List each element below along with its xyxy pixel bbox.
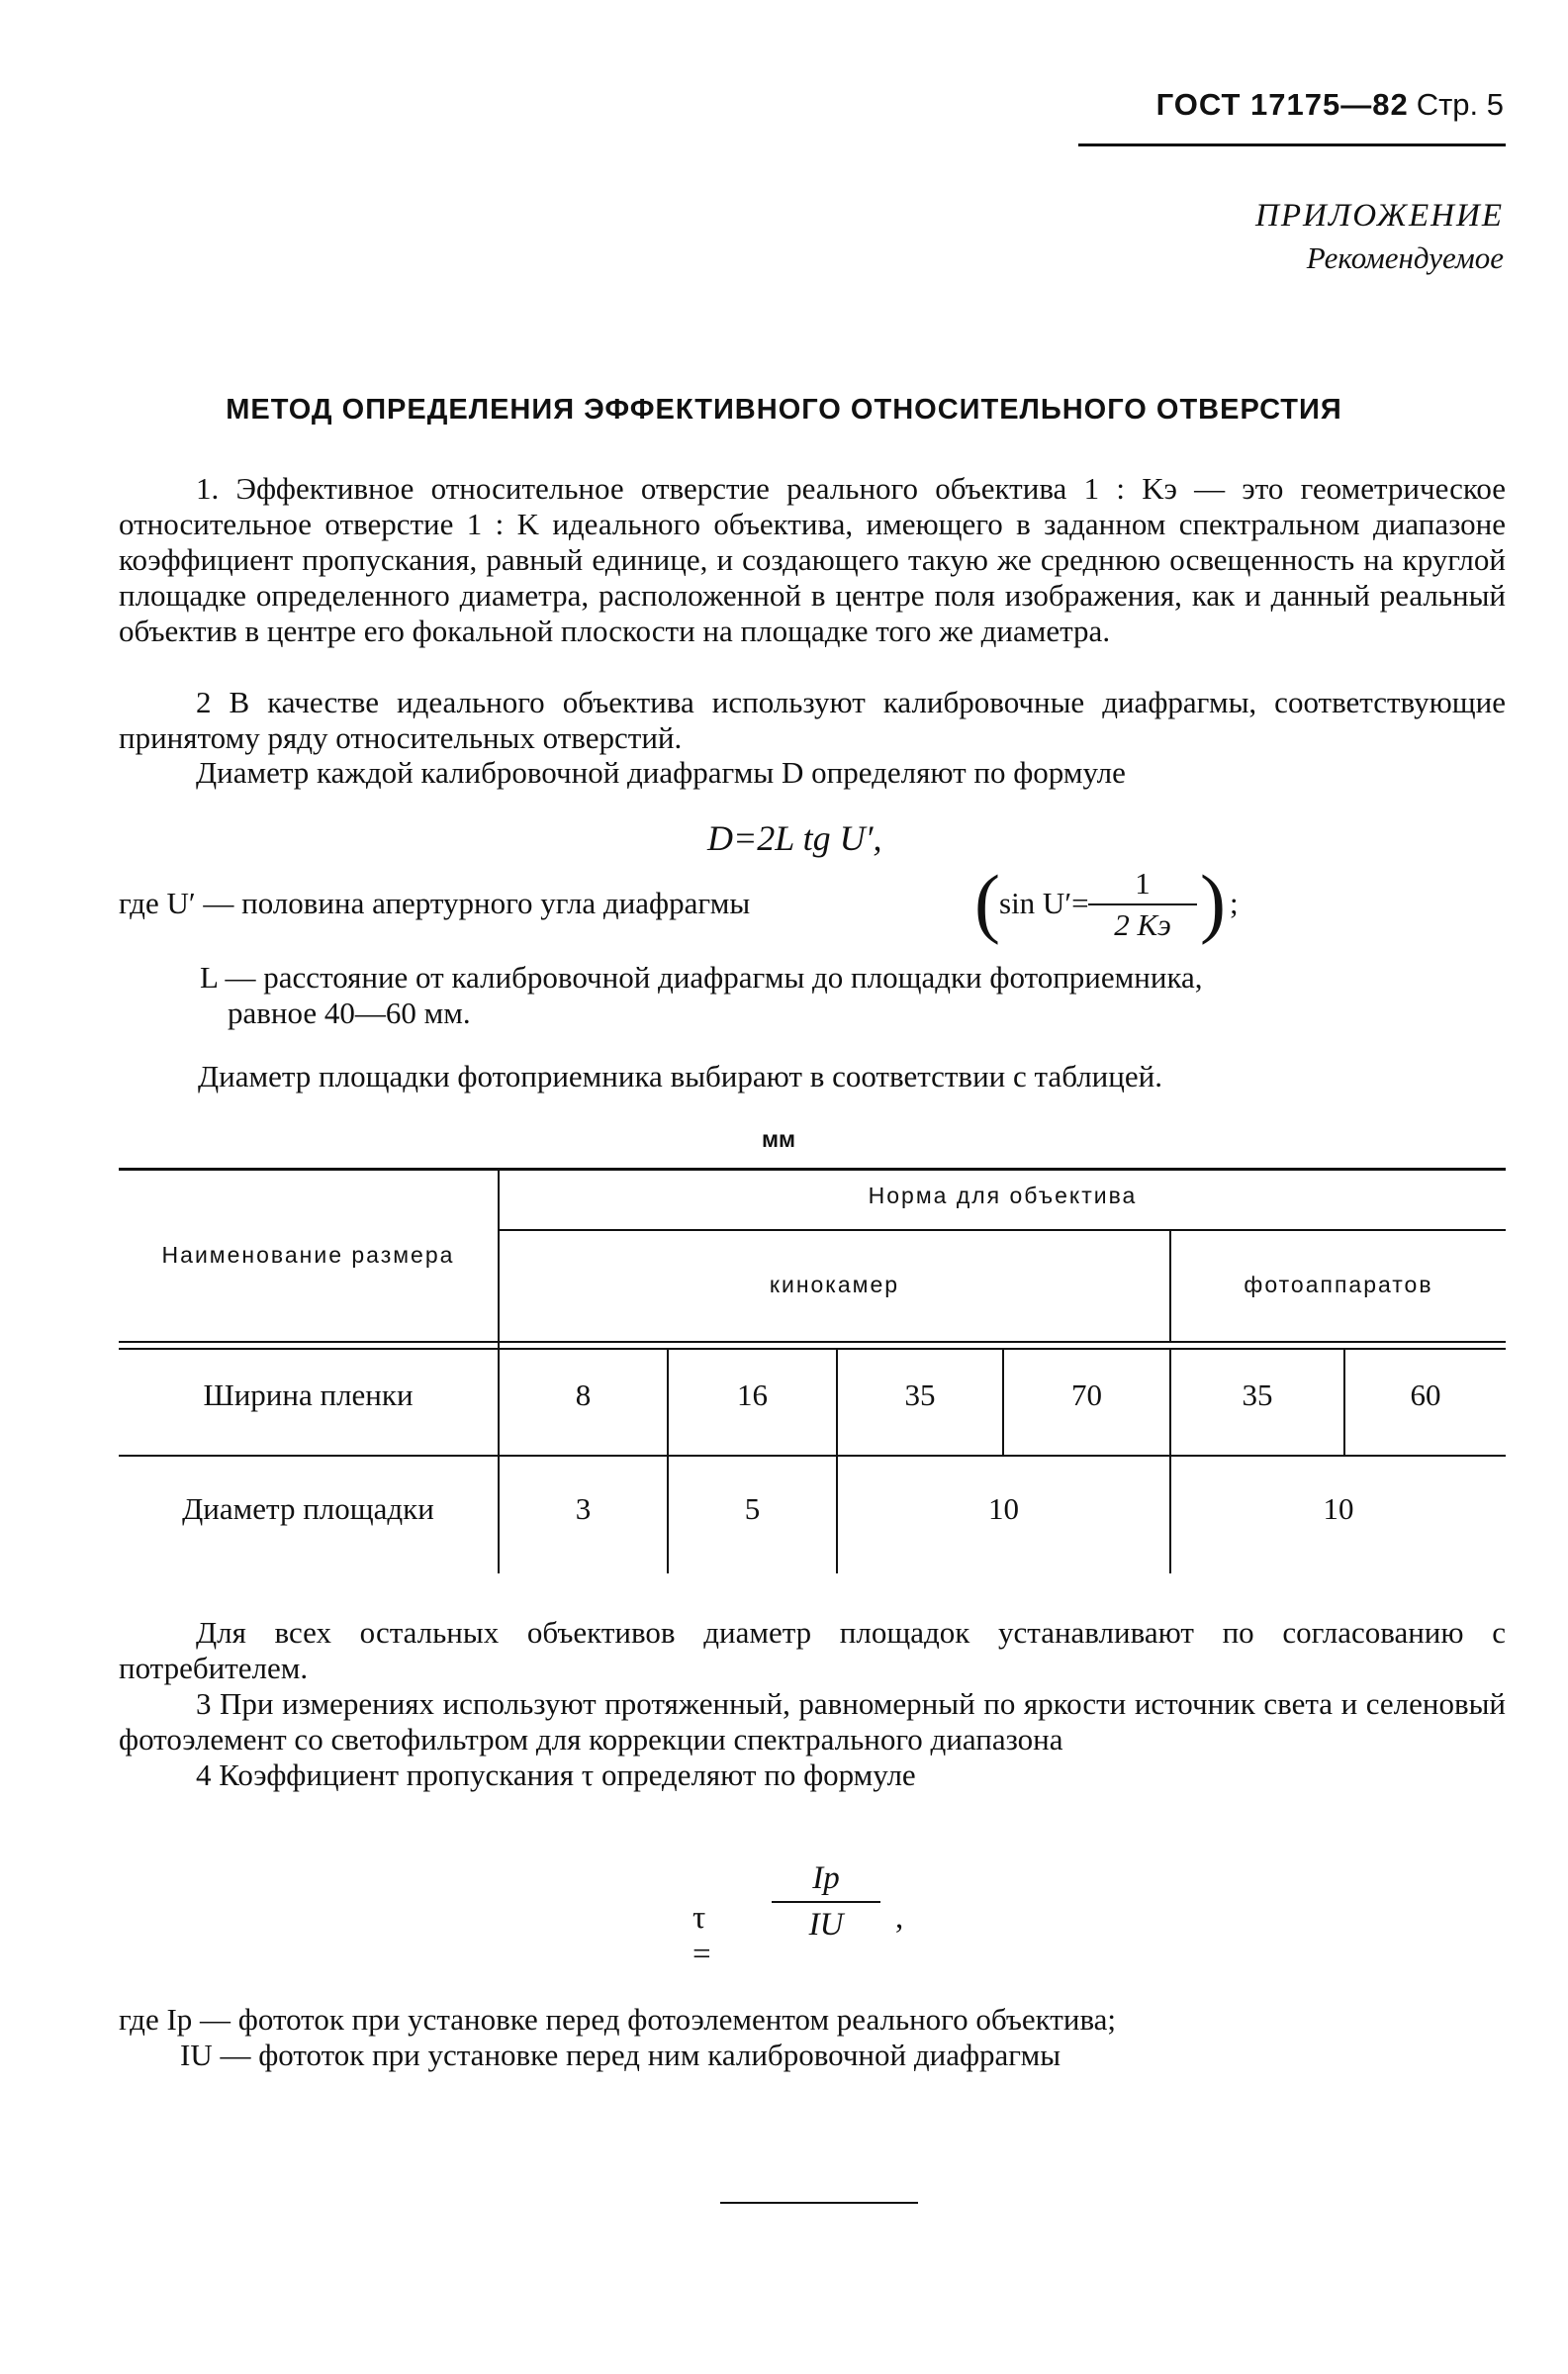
where-current-definitions (119, 2002, 1506, 2073)
table-cell: 16 (737, 1377, 768, 1412)
paragraph-2-text: 2 В качестве идеального объектива используют калибровочные диафрагмы, соответствующие принятому ряду относительных отверстий. (119, 685, 1506, 755)
sin-fraction-denominator: 2 Kэ (1114, 907, 1171, 942)
paragraph-3 (119, 755, 1506, 791)
header-rule (1078, 143, 1506, 146)
table-header-bottom-rule-2 (119, 1348, 1506, 1350)
table-header-name: Наименование размера (161, 1242, 455, 1268)
sin-fraction-numerator: 1 (1088, 866, 1197, 905)
table-row-rule (119, 1455, 1506, 1457)
appendix-title: ПРИЛОЖЕНИЕ (1255, 198, 1504, 234)
appendix-label (1255, 198, 1504, 276)
where-iu-line: IU — фототок при установке перед ним калибровочной диафрагмы (180, 2038, 1061, 2072)
section-title: МЕТОД ОПРЕДЕЛЕНИЯ ЭФФЕКТИВНОГО ОТНОСИТЕЛЬНОГО ОТВЕРСТИЯ (226, 394, 1342, 426)
end-rule (720, 2202, 918, 2204)
where-l-line1: L — расстояние от калибровочной диафрагмы до площадки фотоприемника, (200, 960, 1203, 995)
table-header-cine: кинокамер (769, 1272, 900, 1297)
paragraph-2 (119, 685, 1506, 756)
table-cell: 35 (1242, 1377, 1273, 1412)
paragraph-3-text: Диаметр каждой калибровочной диафрагмы D определяют по формуле (196, 755, 1126, 790)
paragraph-7-text: 4 Коэффициент пропускания τ определяют по формуле (196, 1757, 916, 1792)
table-cell: 10 (1323, 1491, 1354, 1526)
table-header-photo: фотоаппаратов (1244, 1272, 1433, 1297)
formula-tau-comma: , (895, 1900, 904, 1936)
sin-tail: ; (1230, 886, 1239, 920)
table-cell: 5 (744, 1491, 761, 1526)
formula-tau-lhs: τ = (692, 1900, 711, 1972)
table-cell: 3 (575, 1491, 592, 1526)
left-paren: ( (974, 859, 1000, 945)
formula-tau-numerator: Iр (772, 1860, 880, 1903)
table-cell: 60 (1410, 1377, 1441, 1412)
table-cell: 70 (1071, 1377, 1102, 1412)
sin-fraction (1088, 866, 1197, 943)
where-l-definition (119, 960, 1506, 1031)
table-header-bottom-rule-1 (119, 1341, 1506, 1343)
table-header-rule (500, 1229, 1506, 1231)
paragraph-1 (119, 471, 1506, 649)
paragraph-table-intro: Диаметр площадки фотоприемника выбирают в соответствии с таблицей. (198, 1059, 1162, 1093)
table-top-rule (119, 1168, 1506, 1171)
formula-tau-fraction (772, 1860, 880, 1944)
standard-code: ГОСТ 17175—82 (1155, 87, 1409, 122)
appendix-status: Рекомендуемое (1306, 240, 1504, 275)
sin-text: sin U′= (999, 886, 1089, 920)
data-table (119, 1168, 1506, 1568)
row-pad-diameter-label: Диаметр площадки (182, 1491, 434, 1526)
where-ip-line: где Iр — фототок при установке перед фотоэлементом реального объектива; (119, 2002, 1117, 2037)
page-header (1156, 87, 1504, 123)
formula-diameter: D=2L tg U′, (707, 818, 882, 858)
paragraph-1-text: 1. Эффективное относительное отверстие реального объектива 1 : Kэ — это геометрическое относительное отверстие 1 : K идеального объектива, имеющего в заданном спектральном диапазоне коэффициент пропускания, равный единице, и создающего такую же среднюю освещенность на круглой площадке определенного диаметра, расположенной в центре поля изображения, как и данный реальный объектив в центре его фокальной плоскости на площадке того же диаметра. (119, 471, 1506, 648)
paragraph-6-text: 3 При измерениях используют протяженный, равномерный по яркости источник света и селеновый фотоэлемент со светофильтром для коррекции спектрального диапазона (119, 1686, 1506, 1757)
right-paren: ) (1200, 859, 1226, 945)
paragraphs-after-table (119, 1615, 1506, 1793)
table-cell: 35 (904, 1377, 936, 1412)
paragraph-5-text: Для всех остальных объективов диаметр площадок устанавливают по согласованию с потребителем. (119, 1615, 1506, 1685)
table-cell: 8 (575, 1377, 592, 1412)
where-l-line2: равное 40—60 мм. (228, 996, 471, 1030)
table-header-norm: Норма для объектива (868, 1183, 1138, 1208)
page-number: Стр. 5 (1416, 87, 1504, 122)
where-u-definition: где U′ — половина апертурного угла диафрагмы (119, 886, 751, 920)
row-film-width-label: Ширина пленки (203, 1377, 414, 1412)
table-cell: 10 (988, 1491, 1019, 1526)
table-unit: мм (762, 1126, 796, 1152)
formula-tau-denominator: IU (808, 1907, 844, 1943)
